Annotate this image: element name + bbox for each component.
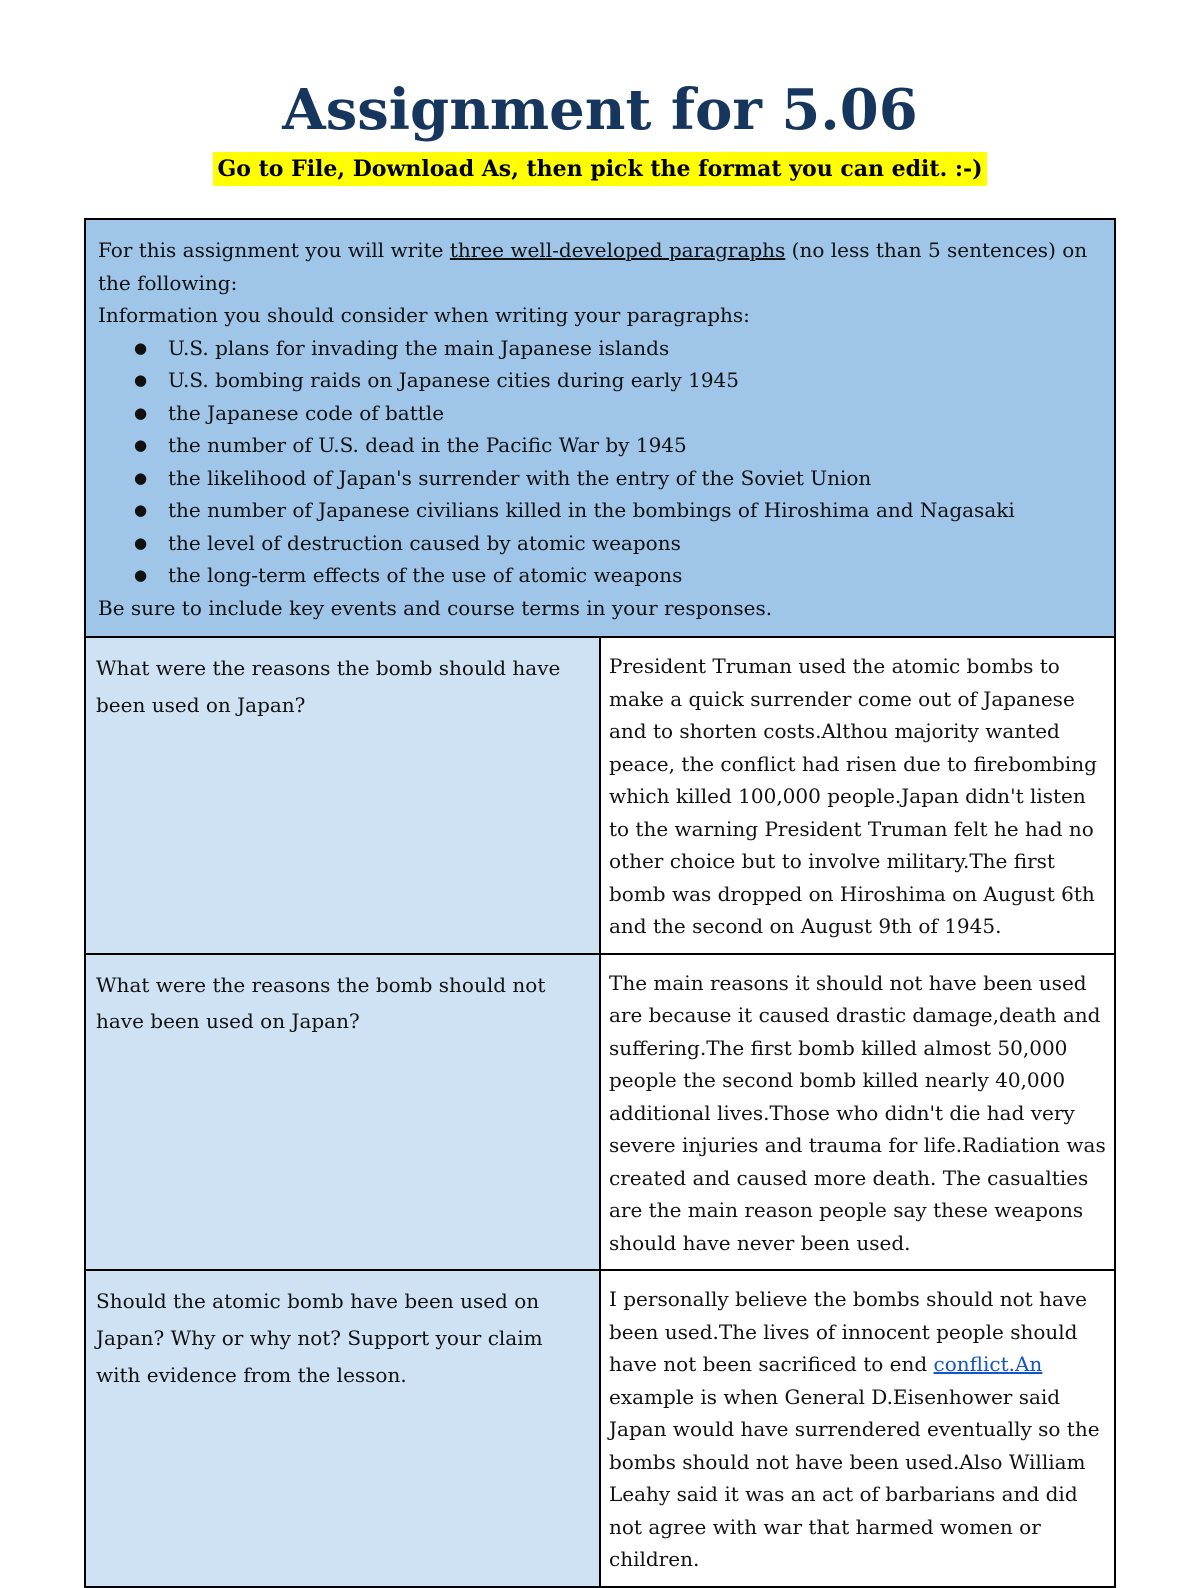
answer-text-before: I personally believe the bombs should not have been used.The lives of innocent people should have not been sacrificed to end bbox=[609, 1287, 1087, 1376]
list-item: ● U.S. bombing raids on Japanese cities during early 1945 bbox=[168, 364, 1102, 397]
answer-cell[interactable] bbox=[600, 1270, 1115, 1587]
intro-row bbox=[85, 219, 1115, 637]
list-item: ● the level of destruction caused by atomic weapons bbox=[168, 527, 1102, 560]
assignment-table bbox=[84, 218, 1116, 1588]
intro-cell bbox=[85, 219, 1115, 637]
table-row bbox=[85, 954, 1115, 1271]
list-item: ● the number of U.S. dead in the Pacific War by 1945 bbox=[168, 429, 1102, 462]
answer-cell[interactable]: The main reasons it should not have been used are because it caused drastic damage,death and suffering.The first bomb killed almost 50,000 people the second bomb killed nearly 40,000 additional lives.Those who didn't die had very severe injuries and trauma for life.Radiation was created and caused more death. The casualties are the main reason people say these weapons should have never been used. bbox=[600, 954, 1115, 1271]
list-item: ● the likelihood of Japan's surrender with the entry of the Soviet Union bbox=[168, 462, 1102, 495]
intro-closing: Be sure to include key events and course terms in your responses. bbox=[98, 595, 773, 620]
list-item: ● the Japanese code of battle bbox=[168, 397, 1102, 430]
list-item: ● U.S. plans for invading the main Japanese islands bbox=[168, 332, 1102, 365]
intro-lead-underlined: three well-developed paragraphs bbox=[449, 238, 786, 262]
intro-lead-after: (no less than 5 sentences) on the following: bbox=[98, 238, 1088, 295]
list-item: ● the number of Japanese civilians killed in the bombings of Hiroshima and Nagasaki bbox=[168, 494, 1102, 527]
table-row bbox=[85, 637, 1115, 954]
answer-link[interactable]: conflict.An bbox=[933, 1352, 1043, 1376]
table-row bbox=[85, 1270, 1115, 1587]
intro-lead bbox=[98, 234, 1102, 299]
intro-consider: Information you should consider when writing your paragraphs: bbox=[98, 303, 750, 327]
list-item: ● the long-term effects of the use of atomic weapons bbox=[168, 559, 1102, 592]
question-cell: What were the reasons the bomb should not have been used on Japan? bbox=[85, 954, 600, 1271]
instruction-banner bbox=[0, 152, 1200, 186]
question-cell: What were the reasons the bomb should have been used on Japan? bbox=[85, 637, 600, 954]
intro-lead-before: For this assignment you will write bbox=[98, 238, 450, 262]
question-cell: Should the atomic bomb have been used on Japan? Why or why not? Support your claim with evidence from the lesson. bbox=[85, 1270, 600, 1587]
answer-text-after: example is when General D.Eisenhower said Japan would have surrendered eventually so the bombs should not have been used.Also William Leahy said it was an act of barbarians and did not agree with war that harmed women or children. bbox=[609, 1384, 1100, 1571]
consider-list bbox=[98, 332, 1102, 592]
instruction-text: Go to File, Download As, then pick the format you can edit. :-) bbox=[213, 152, 986, 186]
page-title: Assignment for 5.06 bbox=[282, 77, 918, 143]
answer-cell[interactable]: President Truman used the atomic bombs to make a quick surrender come out of Japanese and to shorten costs.Althou majority wanted peace, the conflict had risen due to firebombing which killed 100,000 people.Japan didn't listen to the warning President Truman felt he had no other choice but to involve military.The first bomb was dropped on Hiroshima on August 6th and the second on August 9th of 1945. bbox=[600, 637, 1115, 954]
